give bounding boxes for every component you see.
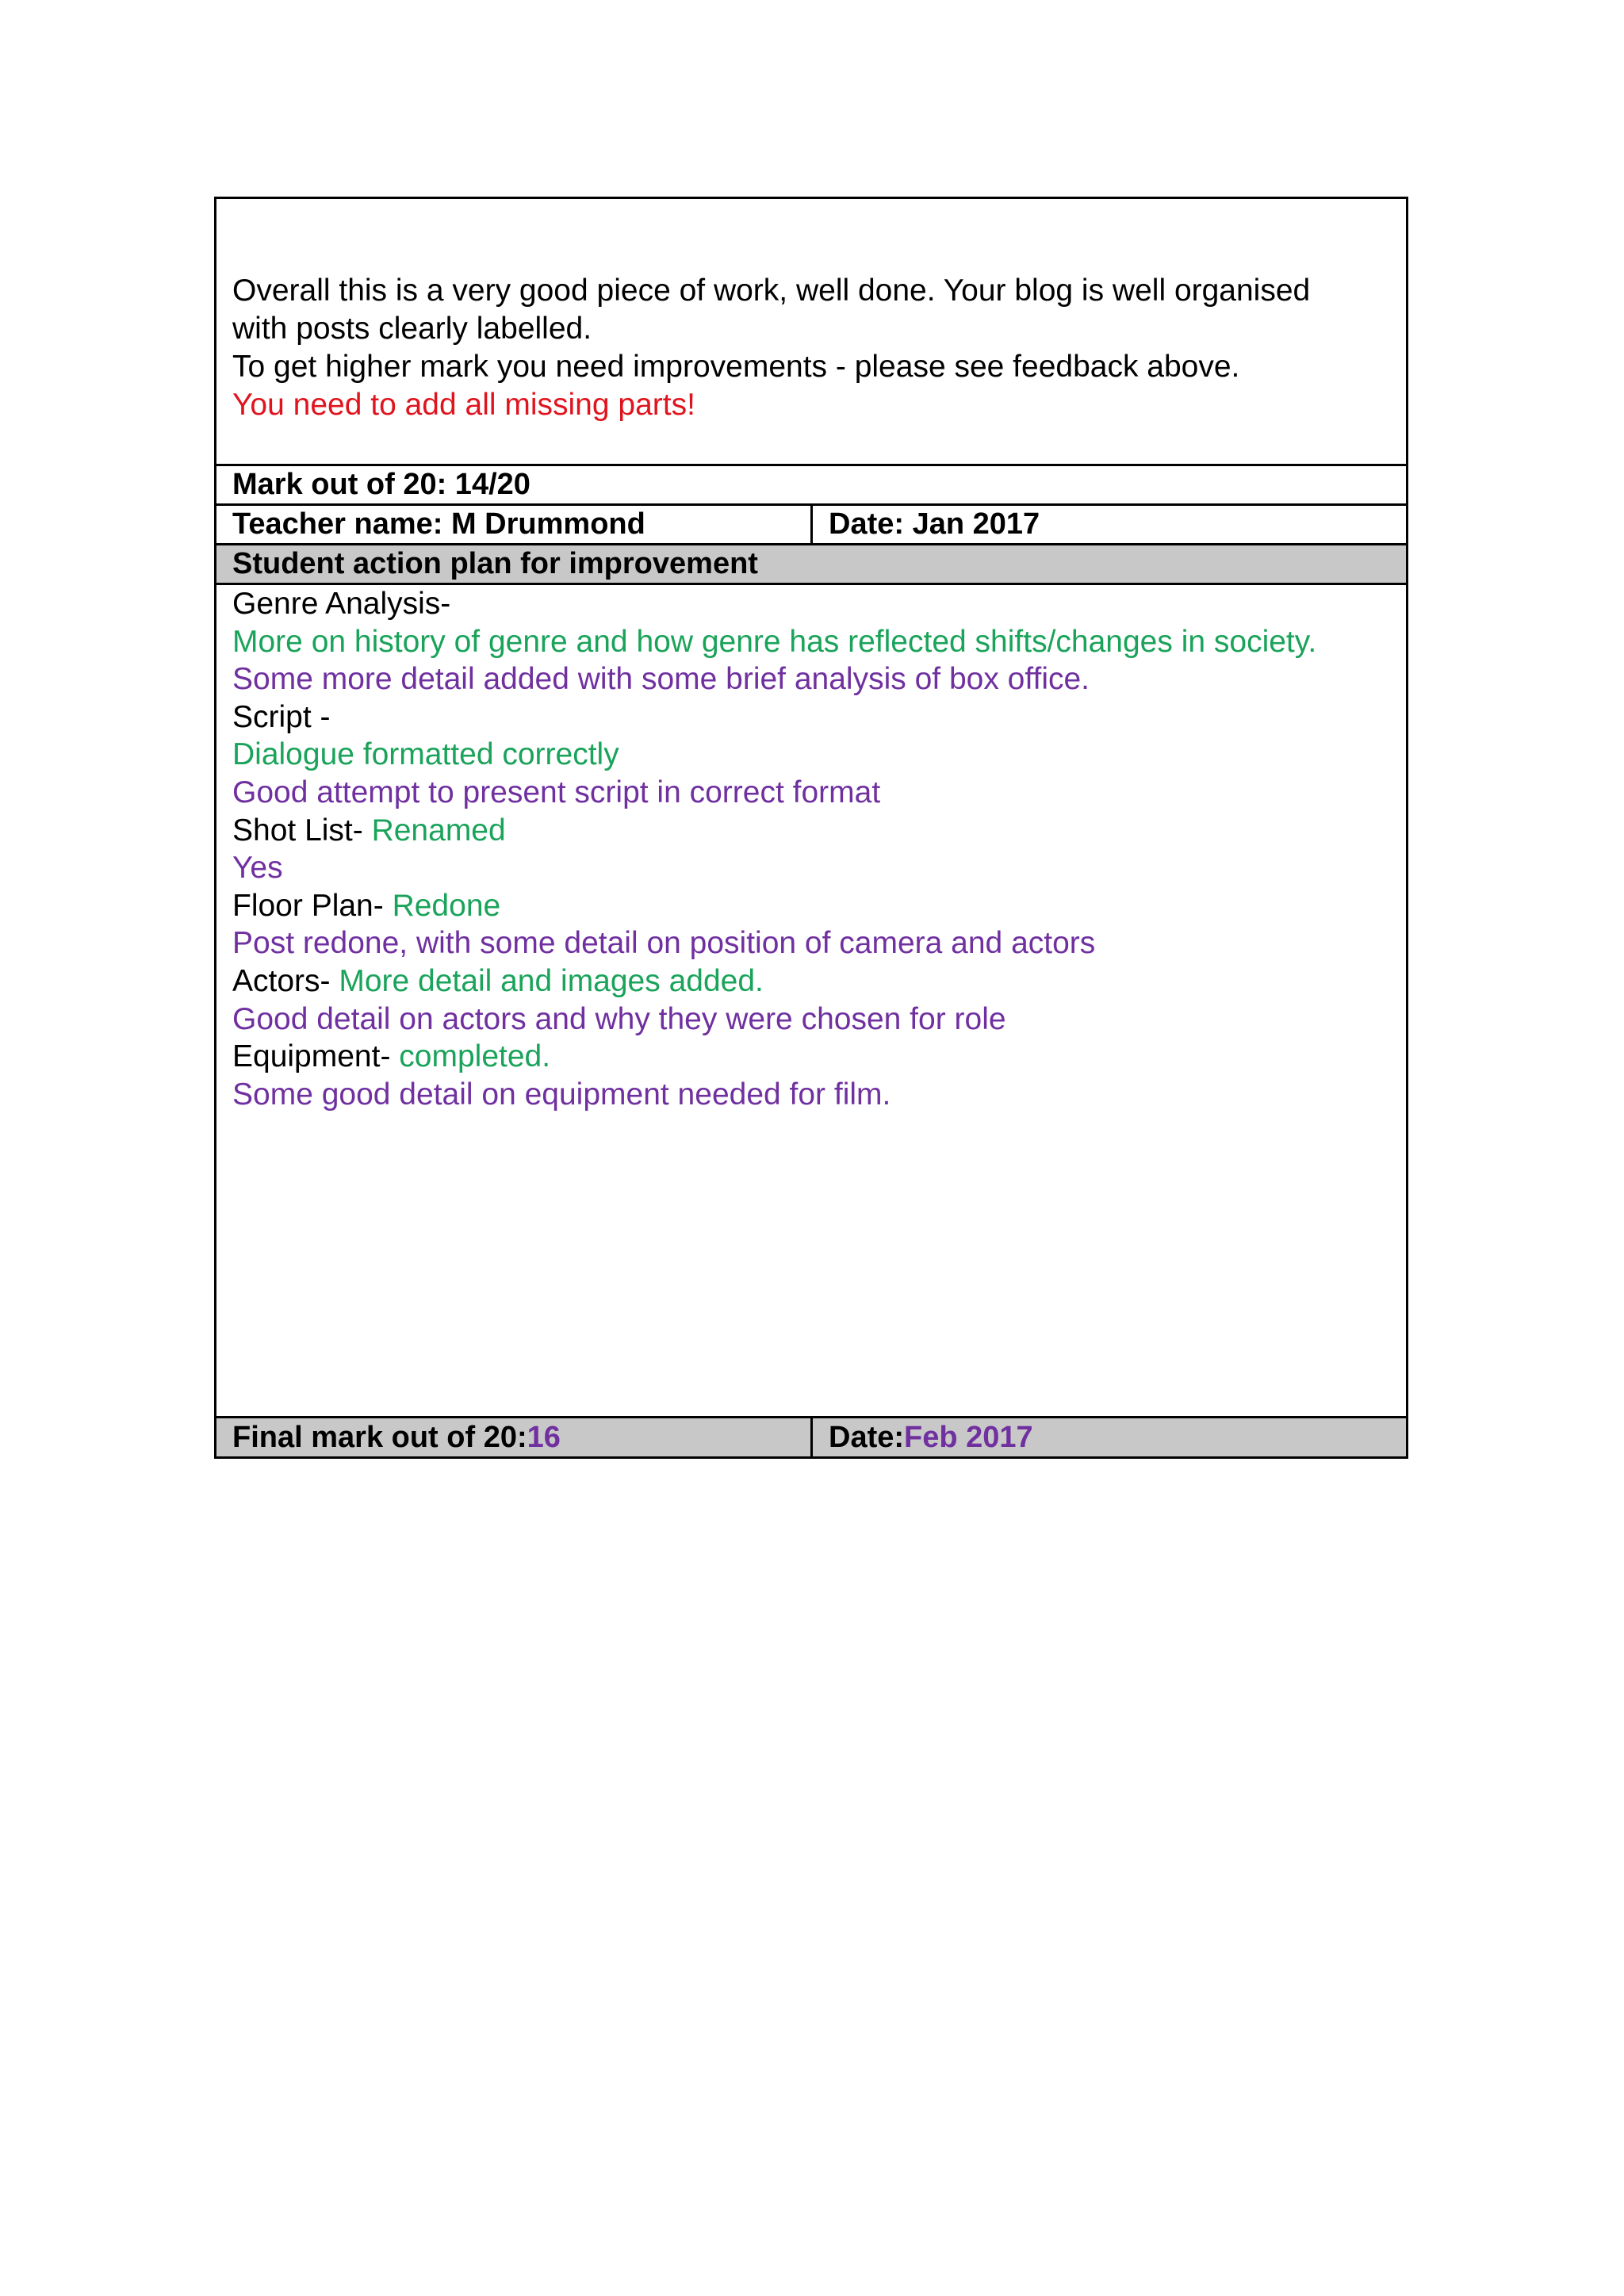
action-plan-text: Redone	[392, 888, 501, 923]
action-plan-text: Genre Analysis-	[232, 587, 451, 621]
final-date-value: Feb 2017	[904, 1420, 1033, 1454]
teacher-name: Teacher name: M Drummond	[216, 506, 813, 543]
action-plan-text: Good detail on actors and why they were chosen for role	[232, 1001, 1006, 1036]
overall-comment	[216, 199, 1326, 464]
action-plan-text: Script -	[232, 699, 331, 734]
action-plan-line	[232, 623, 1316, 661]
action-plan-text: Some good detail on equipment needed for film.	[232, 1077, 891, 1112]
mark-label: Mark out of 20: 14/20	[232, 468, 530, 501]
comment-line: To get higher mark you need improvements - please see feedback above.	[232, 350, 1240, 384]
date-label: Date: Jan 2017	[829, 507, 1040, 541]
action-plan-text: More on history of genre and how genre has reflected shifts/changes in society.	[232, 624, 1317, 659]
action-plan-text: Good attempt to present script in correct format	[232, 775, 881, 809]
action-plan-line	[232, 698, 1316, 737]
comment-line: Overall this is a very good piece of work, well done. Your blog is well organised	[232, 274, 1311, 308]
action-plan-header: Student action plan for improvement	[232, 547, 758, 580]
action-plan-line	[232, 1038, 1316, 1076]
comment-line: with posts clearly labelled.	[232, 312, 592, 346]
action-plan-row	[216, 585, 1406, 1418]
action-plan-body	[216, 585, 1332, 1416]
action-plan-text: Some more detail added with some brief analysis of box office.	[232, 662, 1090, 697]
action-plan-text: Post redone, with some detail on position of camera and actors	[232, 926, 1096, 961]
action-plan-line	[232, 736, 1316, 774]
final-date-label: Date:	[829, 1420, 905, 1454]
comment-warning: You need to add all missing parts!	[232, 388, 695, 422]
action-plan-text: Floor Plan-	[232, 888, 393, 923]
action-plan-text: Equipment-	[232, 1039, 400, 1074]
action-plan-line	[232, 924, 1316, 962]
feedback-form	[214, 197, 1408, 1459]
teacher-row	[216, 506, 1406, 545]
action-plan-text: Actors-	[232, 963, 339, 998]
final-date	[813, 1418, 1406, 1456]
action-plan-line	[232, 660, 1316, 698]
action-plan-text: More detail and images added.	[339, 963, 764, 998]
final-mark-row	[216, 1418, 1406, 1456]
action-plan-line	[232, 1001, 1316, 1039]
final-mark-value: 16	[527, 1420, 561, 1454]
action-plan-text: Shot List-	[232, 813, 372, 848]
final-mark	[216, 1418, 813, 1456]
action-plan-text: Renamed	[371, 813, 506, 848]
action-plan-text: Yes	[232, 851, 283, 886]
action-plan-line	[232, 887, 1316, 925]
action-plan-line	[232, 962, 1316, 1001]
action-plan-line	[232, 1076, 1316, 1114]
action-plan-line	[232, 812, 1316, 850]
action-plan-text: Dialogue formatted correctly	[232, 737, 619, 772]
final-mark-label: Final mark out of 20:	[232, 1420, 527, 1454]
action-plan-line	[232, 774, 1316, 812]
action-plan-header-row	[216, 545, 1406, 585]
action-plan-line	[232, 849, 1316, 887]
action-plan-line	[232, 585, 1316, 623]
action-plan-text: completed.	[399, 1039, 551, 1074]
mark-row	[216, 466, 1406, 506]
overall-comment-section	[216, 199, 1406, 466]
